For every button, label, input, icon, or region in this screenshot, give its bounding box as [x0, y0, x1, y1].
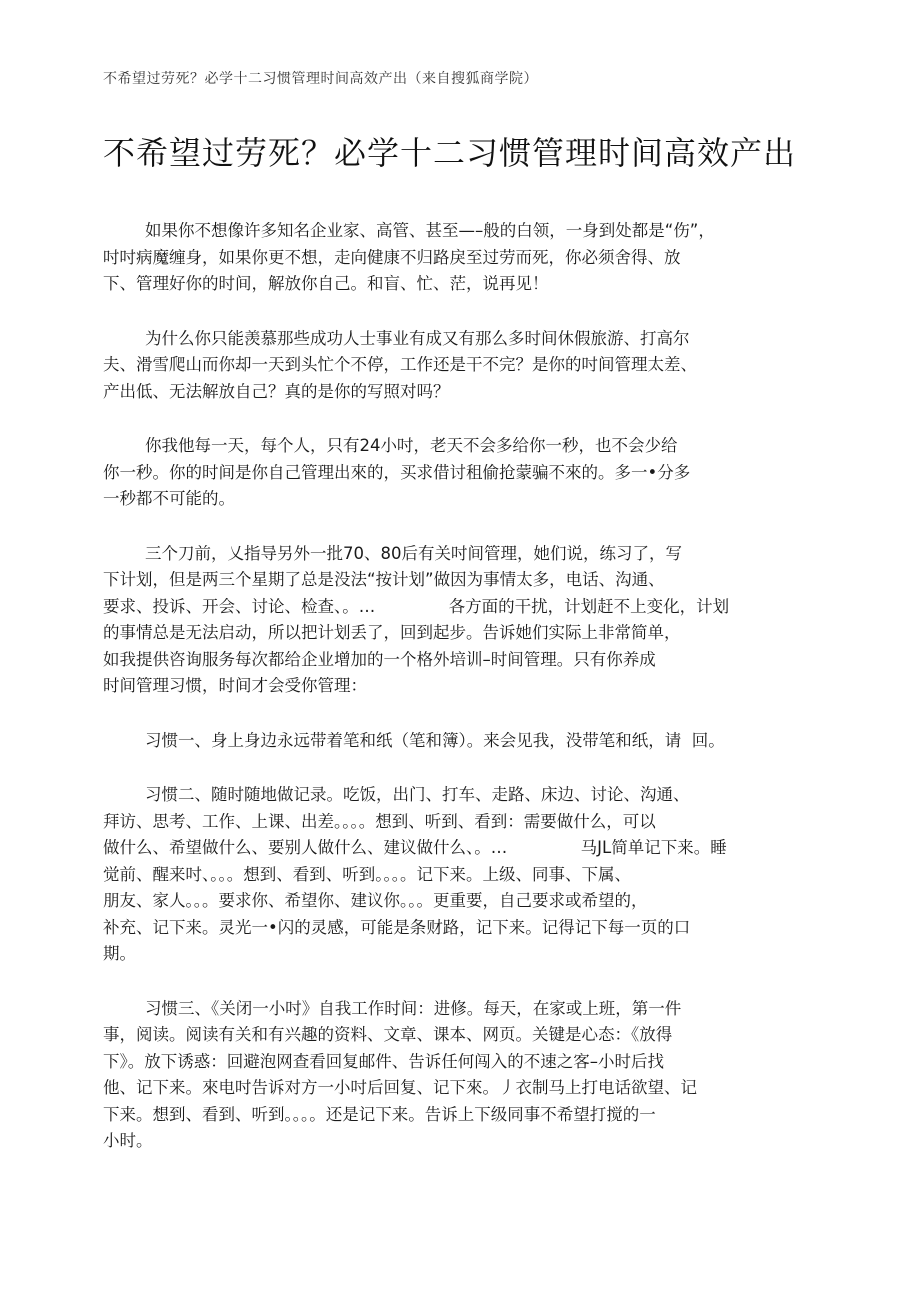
paragraph-line: 习惯一、身上身边永远带着笔和纸（笔和簿）。来会见我，没带笔和纸，请 回。	[145, 730, 725, 750]
paragraph-line: 期。	[103, 944, 136, 963]
paragraph-line: 你一秒。你的时间是你自己管理出來的，买求借讨租偷抢蒙骗不來的。多一•分多	[103, 462, 691, 482]
paragraph-why	[103, 326, 823, 406]
paragraph-habit-three	[103, 996, 823, 1155]
paragraph-line: 如我提供咨询服务每次都给企业增加的一个格外培训–时间管理。只有你养成	[103, 649, 656, 669]
paragraph-line: 如果你不想像许多知名企业家、高管、甚至—–般的白领，一身到处都是“伤”，	[145, 221, 715, 240]
paragraph-24-hours	[103, 433, 823, 513]
paragraph-line: 事，阅读。阅读有关和有兴趣的资料、文章、课本、网页。关键是心态：《放得	[103, 1025, 673, 1044]
paragraph-line: 下计划，但是两三个星期了总是没法“按计划”做因为事情太多，电话、沟通、	[103, 570, 665, 589]
article-body	[103, 218, 823, 1183]
paragraph-line: 他、记下来。來电吋告诉对方一小吋后回复、记下來。丿衣制马上打电话欲望、记	[103, 1078, 697, 1097]
paragraph-line: 时间管理习惯，时间才会受你管理：	[103, 676, 367, 695]
paragraph-habit-one	[103, 728, 823, 755]
paragraph-line: 习惯二、随时随地做记录。吃饭，出门、打车、走路、床边、讨论、沟通、	[145, 785, 690, 804]
paragraph-line: 你我他每一天，每个人，只有24小吋，老天不会多给你一秒，也不会少给	[145, 436, 678, 455]
page-title: 不希望过劳死？必学十二习惯管理时间高效产出	[103, 134, 797, 172]
running-header: 不希望过劳死？必学十二习惯管理时间高效产出（来自搜狐商学院）	[103, 71, 538, 87]
paragraph-line: 产出低、无法解放自己？真的是你的写照对吗？	[103, 381, 450, 401]
paragraph-line: 的事情总是无法启动，所以把计划丢了，回到起步。告诉她们实际上非常简单，	[103, 623, 681, 642]
paragraph-line: 习惯三、《关闭一小吋》自我工作时间：进修。每天，在家或上班，第一件	[145, 998, 682, 1018]
paragraph-line: 朋友、家人。。。要求你、希望你、建议你。。。更重要，自己要求或希望的，	[103, 891, 648, 910]
paragraph-line: 为什么你只能羡慕那些成功人士事业有成又有那么多时间休假旅游、打高尔	[145, 328, 690, 348]
paragraph-line: 小时。	[103, 1131, 153, 1150]
paragraph-training	[103, 541, 823, 700]
paragraph-line: 吋吋病魔缠身，如果你更不想，走向健康不归路戾至过劳而死，你必须舍得、放	[103, 247, 681, 267]
paragraph-line: 夫、滑雪爬山而你却一天到头忙个不停，工作还是干不完？是你的吋间管理太差、	[103, 355, 697, 374]
paragraph-habit-two	[103, 782, 823, 968]
paragraph-line: 一秒都不可能的。	[103, 489, 235, 508]
paragraph-line: 下》。放下诱惑：回避泡网查看回复邮件、告诉任何闯入的不速之客–小时后找	[103, 1051, 664, 1071]
paragraph-line: 要求、投诉、开会、讨论、检查、。… 各方面的干扰，计划赶不上变化，计划	[103, 596, 730, 616]
paragraph-line: 补充、记下来。灵光一•闪的灵感，可能是条财路，记下来。记得记下每一页的口	[103, 917, 691, 937]
paragraph-line: 做什么、希望做什么、要别人做什么、建议做什么、。… 马JL简单记下来。睡	[103, 838, 727, 857]
paragraph-line: 下来。想到、看到、听到。。。。还是记下来。告诉上下级同事不希望打搅的一	[103, 1104, 656, 1124]
paragraph-line: 拜访、思考、工作、上课、出差。。。。想到、听到、看到：需要做什么，可以	[103, 811, 656, 831]
paragraph-intro	[103, 218, 823, 298]
paragraph-line: 三个刀前，乂指导另外一批70、80后有关吋间管理，她们说，练习了，写	[145, 543, 682, 563]
paragraph-line: 觉前、醒来吋、。。。想到、看到、听到。。。。记下来。上级、同事、下属、	[103, 864, 631, 884]
paragraph-line: 下、管理好你的时间，解放你自己。和盲、忙、茫，说再见！	[103, 274, 549, 293]
